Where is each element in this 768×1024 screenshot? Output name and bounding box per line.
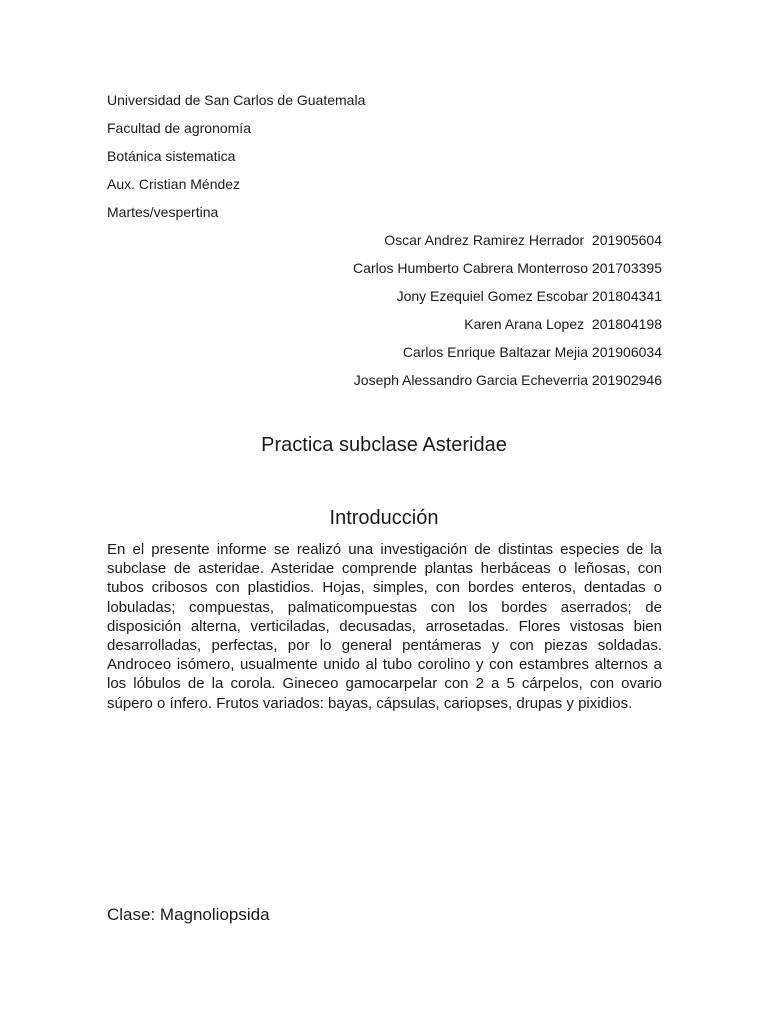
student-line: Karen Arana Lopez 201804198 [464, 316, 662, 332]
student-line: Oscar Andrez Ramirez Herrador 201905604 [384, 232, 662, 248]
schedule: Martes/vespertina [107, 204, 219, 220]
student-line: Carlos Humberto Cabrera Monterroso 201703395 [353, 260, 662, 276]
student-line: Joseph Alessandro Garcia Echeverria 201902946 [353, 372, 662, 388]
assistant-name: Aux. Cristian Méndez [107, 176, 241, 192]
student-line: Carlos Enrique Baltazar Mejia 201906034 [402, 344, 662, 360]
clase-heading: Clase: Magnoliopsida [107, 905, 270, 924]
introduction-paragraph: En el presente informe se realizó una investigación de distintas especies de la subclase de asteridae. Asteridae comprende plantas herbáceas o leñosas, con tubos cribosos con plastidios. Hojas, simples, con bordes enteros, dentadas o lobuladas; compuestas, palmaticompuestas con los bordes aserrados; de disposición alterna, verticiladas, decusadas, arrosetadas. Flores vistosas bien desarrolladas, perfectas, por lo general pentámeras y con piezas soldadas. Androceo isómero, usualmente unido al tubo corolino y con estambres alternos a los lóbulos de la corola. Gineceo gamocarpelar con 2 a 5 cárpelos, con ovario súpero o ínfero. Frutos variados: bayas, cápsulas, cariopses, drupas y pixidios. [107, 541, 662, 712]
document-title: Practica subclase Asteridae [261, 434, 507, 456]
student-line: Jony Ezequiel Gomez Escobar 201804341 [396, 288, 662, 304]
faculty-name: Facultad de agronomía [107, 120, 251, 136]
introduction-heading: Introducción [329, 507, 439, 529]
course-name: Botánica sistematica [107, 148, 236, 164]
university-name: Universidad de San Carlos de Guatemala [107, 92, 366, 108]
